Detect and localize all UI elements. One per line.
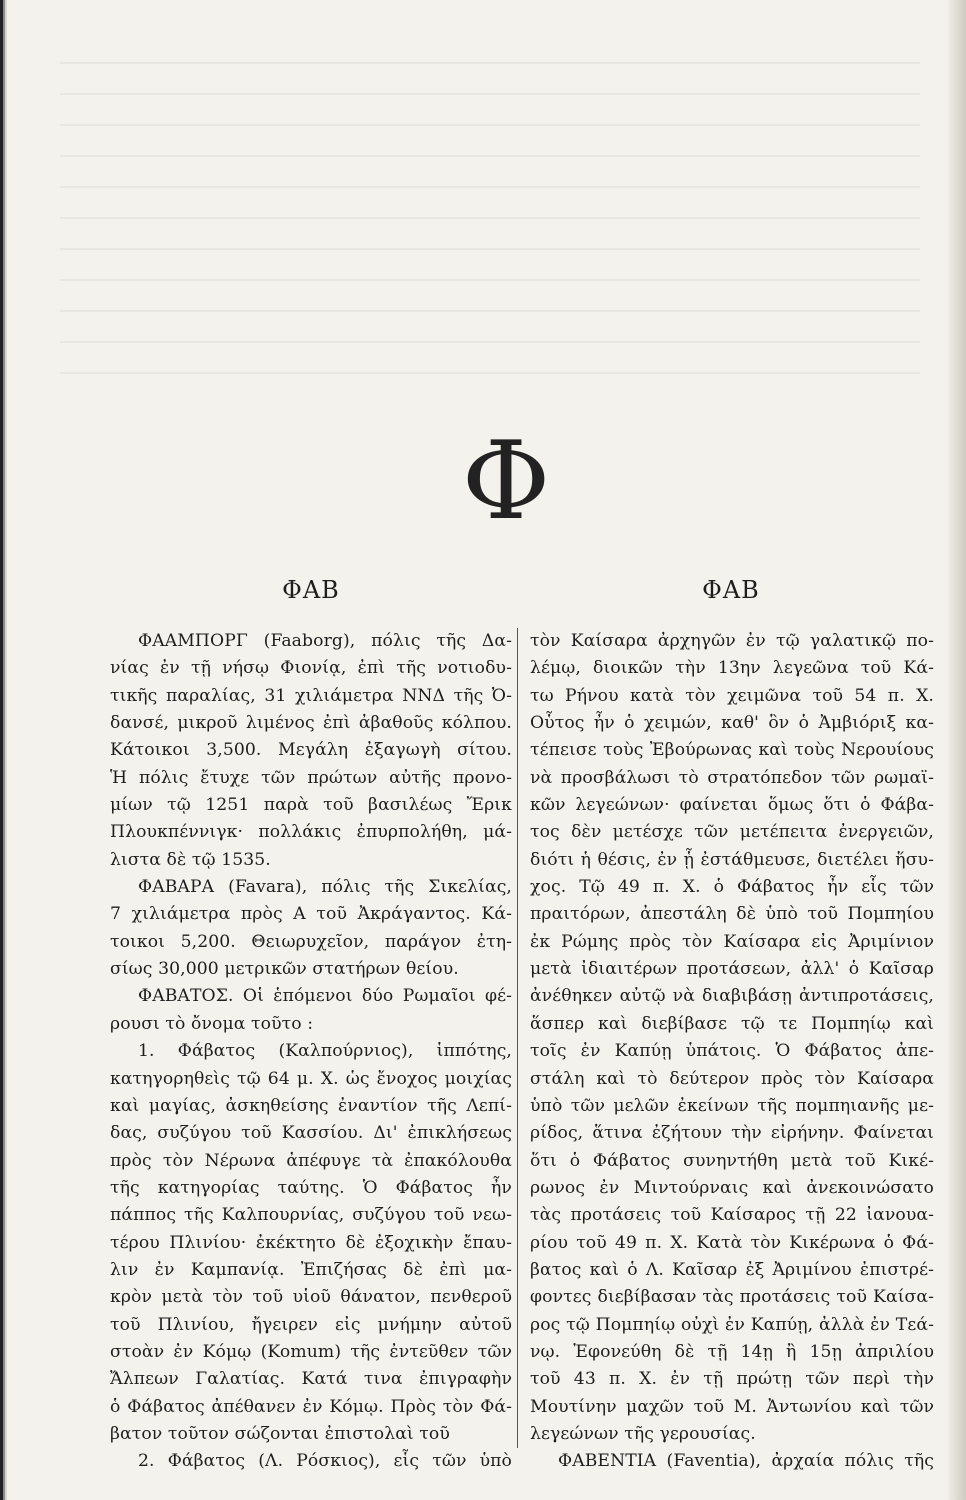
text-line: πραιτόρων, ἀπεστάλη δὲ ὑπὸ τοῦ Πομπηίου	[530, 904, 934, 925]
text-line: τέπεισε τοὺς Ἐβούρωνας καὶ τοὺς Νερουίους	[530, 740, 934, 761]
text-line: ΦΑΒΑΡΑ (Favara), πόλις τῆς Σικελίας,	[138, 877, 512, 898]
text-line: ἐκ Ρώμης πρὸς τὸν Καίσαρα εἰς Ἀριμίνιον	[530, 931, 934, 952]
text-line: φοντες διεβίβασαν τὰς προτάσεις τοῦ Καίσα-	[530, 1287, 934, 1308]
text-line: ἅσπερ καὶ διεβίβασε τῷ τε Πομπηίῳ καὶ	[530, 1013, 934, 1034]
text-line: τοῦ 43 π. Χ. ἐν τῇ πρώτῃ τῶν περὶ τὴν	[530, 1369, 934, 1390]
text-line: κῶν λεγεώνων· φαίνεται ὅμως ὅτι ὁ Φάβα-	[530, 795, 934, 816]
text-line: ὁ Φάβατος ἀπέθανεν ἐν Κόμῳ. Πρὸς τὸν Φά-	[110, 1396, 512, 1417]
text-line: νίας ἐν τῇ νήσῳ Φιονίᾳ, ἐπὶ τῆς νοτιοδυ-	[110, 658, 512, 679]
text-line: ρουσι τὸ ὄνομα τοῦτο :	[110, 1013, 314, 1034]
text-line: ΦΑΑΜΠΟΡΓ (Faaborg), πόλις τῆς Δα-	[138, 631, 512, 651]
text-line: τος δὲν μετέσχε τῶν μετέπειτα ἐνεργειῶν,	[530, 822, 934, 843]
text-line: σίως 30,000 μετρικῶν στατήρων θείου.	[110, 959, 459, 980]
text-line: τῆς κατηγορίας ταύτης. Ὁ Φάβατος ἦν	[110, 1177, 512, 1198]
text-line: χος. Τῷ 49 π. Χ. ὁ Φάβατος ἦν εἷς τῶν	[530, 877, 934, 898]
left-column-text	[110, 628, 512, 1476]
text-line: στάλη καὶ τὸ δεύτερον πρὸς τὸν Καίσαρα	[530, 1068, 934, 1089]
bleed-through-text	[60, 40, 920, 400]
text-line: δανσέ, μικροῦ λιμένος ἐπὶ ἀβαθοῦς κόλπου.	[110, 713, 512, 734]
text-line: ρωνος ἐν Μιντούρναις καὶ ἀνεκοινώσατο	[530, 1177, 934, 1198]
column-divider	[517, 628, 518, 1448]
text-line: Οὗτος ἦν ὁ χειμών, καθ' ὃν ὁ Ἀμβιόριξ κα-	[530, 713, 934, 734]
text-line: ΦΑΒΑΤΟΣ. Οἱ ἑπόμενοι δύο Ρωμαῖοι φέ-	[138, 986, 512, 1007]
text-line: Ἄλπεων Γαλατίας. Κατά τινα ἐπιγραφὴν	[110, 1369, 512, 1390]
text-line: τοικοι 5,200. Θειωρυχεῖον, παράγον ἐτη-	[110, 931, 512, 952]
text-line: δας, συζύγου τοῦ Κασσίου. Δι' ἐπικλήσεως	[110, 1123, 512, 1144]
text-line: ρίδος, ἅτινα ἐζήτουν τὴν εἰρήνην. Φαίνεται	[530, 1123, 934, 1144]
text-line: λέμῳ, διοικῶν τὴν 13ην λεγεῶνα τοῦ Κά-	[530, 658, 934, 679]
text-line: διότι ἡ θέσις, ἐν ᾗ ἐστάθμευσε, διετέλει ἥσυ-	[530, 849, 934, 870]
text-line: κρὸν μετὰ τὸν τοῦ υἱοῦ θάνατον, πενθεροῦ	[110, 1287, 512, 1308]
text-line: βατον τοῦτον σώζονται ἐπιστολαὶ τοῦ	[110, 1423, 450, 1444]
text-line: 7 χιλιάμετρα πρὸς Α τοῦ Ἀκράγαντος. Κά-	[110, 904, 512, 925]
text-line: μετὰ ἰδιαιτέρων προτάσεων, ἀλλ' ὁ Καῖσαρ	[530, 959, 934, 980]
text-line: βατος καὶ ὁ Λ. Καῖσαρ ἐξ Ἀριμίνου ἐπιστρέ-	[530, 1259, 934, 1280]
right-column-text	[530, 628, 934, 1476]
text-line: νὰ προσβάλωσι τὸ στρατόπεδον τῶν ρωμαϊ-	[530, 767, 934, 788]
text-line: λιστα δὲ τῷ 1535.	[110, 849, 271, 870]
text-line: τὰς προτάσεις τοῦ Καίσαρος τῇ 22 ἰανουα-	[530, 1205, 934, 1226]
text-line: 1. Φάβατος (Καλπούρνιος), ἱππότης,	[138, 1041, 512, 1062]
right-running-header: ΦΑΒ	[702, 576, 760, 604]
text-line: λιν ἐν Καμπανίᾳ. Ἐπιζήσας δὲ ἐπὶ μα-	[110, 1259, 512, 1280]
text-line: Κάτοικοι 3,500. Μεγάλη ἐξαγωγὴ σίτου.	[110, 740, 512, 761]
text-line: τω Ρήνου κατὰ τὸν χειμῶνα τοῦ 54 π. Χ.	[530, 685, 934, 706]
text-line: λεγεώνων τῆς γερουσίας.	[530, 1423, 756, 1444]
text-line: ρίου τοῦ 49 π. Χ. Κατὰ τὸν Κικέρωνα ὁ Φά-	[530, 1232, 934, 1253]
section-letter: Φ	[461, 419, 551, 544]
text-line: 2. Φάβατος (Λ. Ρόσκιος), εἷς τῶν ὑπὸ	[138, 1451, 512, 1472]
page-binding-edge	[0, 0, 7, 1500]
text-line: ρος τῷ Πομπηίῳ οὐχὶ ἐν Καπύῃ, ἀλλὰ ἐν Τεά-	[530, 1314, 934, 1335]
text-line: μίων τῷ 1251 παρὰ τοῦ βασιλέως Ἔρικ	[110, 795, 512, 816]
text-line: νῳ. Ἐφονεύθη δὲ τῇ 14ῃ ἢ 15ῃ ἀπριλίου	[530, 1341, 934, 1362]
text-line: πρὸς τὸν Νέρωνα ἀπέφυγε τὰ ἐπακόλουθα	[110, 1150, 512, 1171]
page-right-edge	[948, 0, 966, 1500]
text-line: τοῦ Πλινίου, ἤγειρεν εἰς μνήμην αὐτοῦ	[110, 1314, 512, 1335]
text-line: τικῆς παραλίας, 31 χιλιάμετρα ΝΝΔ τῆς Ὀ-	[110, 685, 512, 706]
text-line: κατηγορηθεὶς τῷ 64 μ. Χ. ὡς ἔνοχος μοιχίας	[110, 1068, 512, 1089]
text-line: τοῖς ἐν Καπύῃ ὑπάτοις. Ὁ Φάβατος ἀπε-	[530, 1041, 934, 1062]
text-line: Ἡ πόλις ἔτυχε τῶν πρώτων αὐτῆς προνο-	[110, 767, 512, 788]
text-line: ΦΑΒΕΝΤΙΑ (Faventia), ἀρχαία πόλις τῆς	[558, 1451, 934, 1472]
text-line: ὑπὸ τῶν μελῶν ἐκείνων τῆς πομπηιανῆς με-	[530, 1095, 934, 1116]
text-line: πάππος τῆς Καλπουρνίας, συζύγου τοῦ νεω-	[110, 1205, 512, 1226]
text-line: καὶ μαγίας, ἀσκηθείσης ἐναντίον τῆς Λεπί-	[110, 1095, 512, 1116]
text-line: τέρου Πλινίου· ἐκέκτητο δὲ ἐξοχικὴν ἔπαυ-	[110, 1232, 512, 1253]
text-line: ὅτι ὁ Φάβατος συνηντήθη μετὰ τοῦ Κικέ-	[530, 1150, 934, 1171]
text-line: στοὰν ἐν Κόμῳ (Komum) τῆς ἐντεῦθεν τῶν	[110, 1341, 512, 1362]
text-line: Πλουκπέννιγκ· πολλάκις ἐπυρπολήθη, μά-	[110, 822, 512, 843]
text-line: ἀνέθηκεν αὐτῷ νὰ διαβιβάσῃ ἀντιπροτάσεις,	[530, 986, 934, 1007]
left-running-header: ΦΑΒ	[282, 576, 340, 604]
text-line: Μουτίνην μαχῶν τοῦ Μ. Ἀντωνίου καὶ τῶν	[530, 1396, 934, 1417]
text-line: τὸν Καίσαρα ἀρχηγῶν ἐν τῷ γαλατικῷ πο-	[530, 631, 934, 651]
